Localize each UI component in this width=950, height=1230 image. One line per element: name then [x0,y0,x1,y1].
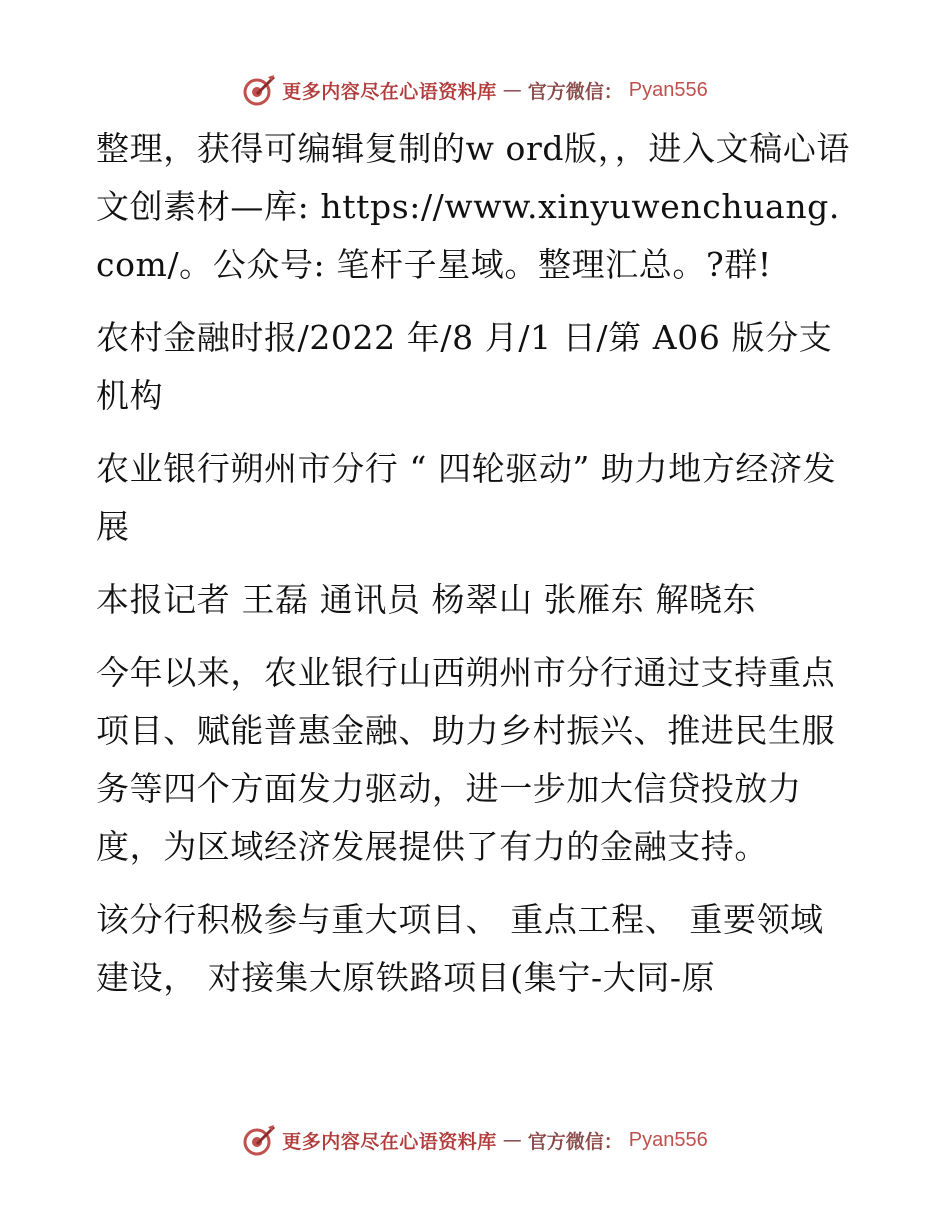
banner-text: 更多内容尽在心语资料库 [282,1130,497,1153]
document-body [96,120,856,1022]
footer-banner [0,1120,950,1160]
intro-paragraph: 整理，获得可编辑复制的w ord版，，进入文稿心语文创素材—库: https://www.xinyuwenchuang.com/。公众号: 笔杆子星域。整理汇总。?群! [96,129,851,284]
header-banner [0,70,950,110]
article-title: 农业银行朔州市分行 “ 四轮驱动” 助力地方经济发展 [96,449,837,546]
quill-seal-logo-icon [242,1123,276,1157]
quill-seal-logo-icon [242,73,276,107]
banner-wechat-label: 官方微信： [527,80,623,103]
banner-dash: — [502,79,522,101]
banner-text: 更多内容尽在心语资料库 [282,80,497,103]
source-line: 农村金融时报/2022 年/8 月/1 日/第 A06 版分支机构 [96,318,833,415]
banner-wechat-label: 官方微信： [527,1130,623,1153]
banner-wechat-id: Pyan556 [628,1128,708,1151]
banner-wechat-id: Pyan556 [628,78,708,101]
body-paragraph: 该分行积极参与重大项目、 重点工程、 重要领域建设， 对接集大原铁路项目(集宁-大同-原 [96,900,824,997]
body-paragraph: 今年以来，农业银行山西朔州市分行通过支持重点项目、赋能普惠金融、助力乡村振兴、推进民生服务等四个方面发力驱动，进一步加大信贷投放力度，为区域经济发展提供了有力的金融支持。 [96,653,836,866]
banner-dash: — [502,1129,522,1151]
byline: 本报记者 王磊 通讯员 杨翠山 张雁东 解晓东 [96,580,757,619]
